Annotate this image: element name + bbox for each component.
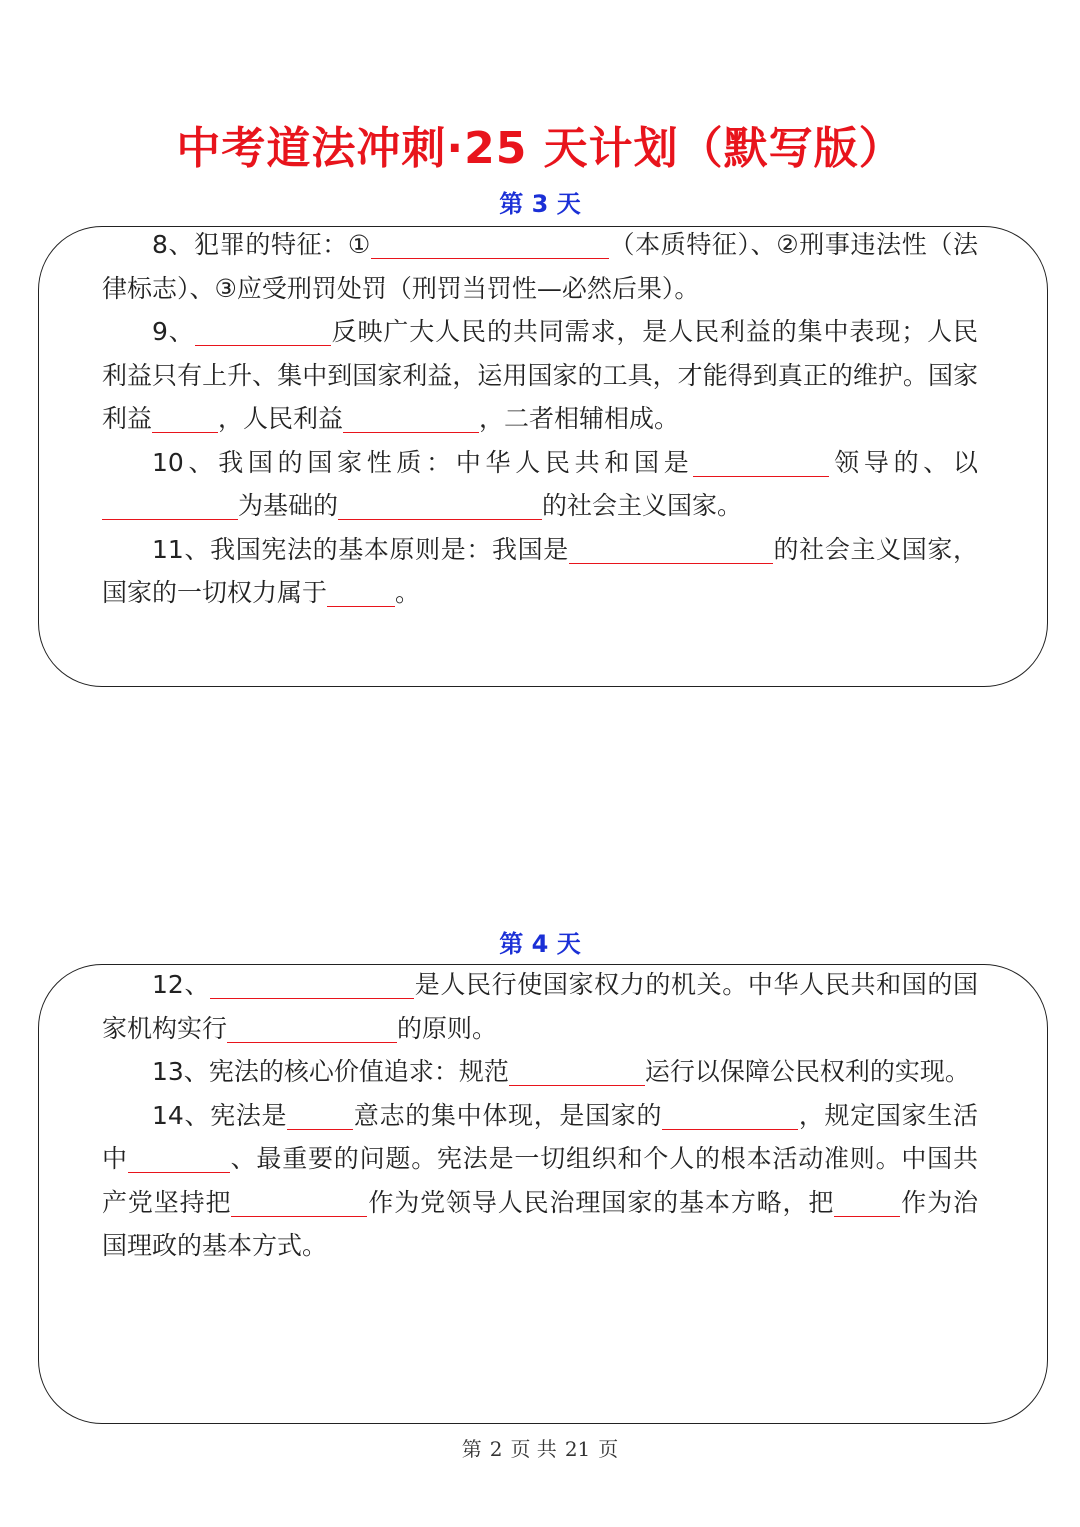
question-10: 10、我国的国家性质：中华人民共和国是 领导的、以为基础的 的社会主义国家。 xyxy=(102,441,978,528)
question-14: 14、宪法是 意志的集中体现，是国家的 ，规定国家生活中 、最重要的问题。宪法是一切组织和个人的根本活动准则。中国共产党坚持把 作为党领导人民治理国家的基本方略，把 作为治国理政的基本方式。 xyxy=(102,1100,978,1260)
blank[interactable] xyxy=(834,1186,900,1217)
footer-prefix: 第 xyxy=(461,1437,482,1461)
blank[interactable] xyxy=(327,576,395,607)
blank[interactable] xyxy=(152,402,218,433)
question-12: 12、 是人民行使国家权力的机关。中华人民共和国的国家机构实行 的原则。 xyxy=(102,970,978,1043)
blank[interactable] xyxy=(287,1099,353,1130)
blank[interactable] xyxy=(343,402,479,433)
footer-total-pages: 21 xyxy=(564,1437,591,1461)
page-footer xyxy=(0,1433,1080,1462)
day-4-content xyxy=(102,963,978,1268)
blank[interactable] xyxy=(371,228,609,259)
footer-suffix: 页 xyxy=(598,1437,619,1461)
blank[interactable] xyxy=(231,1186,367,1217)
page-title: 中考道法冲刺·25 天计划（默写版） xyxy=(176,123,904,174)
question-13: 13、宪法的核心价值追求：规范 运行以保障公民权利的实现。 xyxy=(152,1057,970,1086)
blank[interactable] xyxy=(662,1099,798,1130)
blank[interactable] xyxy=(227,1012,397,1043)
footer-mid: 页 共 xyxy=(510,1437,557,1461)
day-3-heading: 第 3 天 xyxy=(499,190,581,218)
blank[interactable] xyxy=(338,489,542,520)
blank[interactable] xyxy=(569,533,773,564)
blank[interactable] xyxy=(693,446,829,477)
day-3-content xyxy=(102,223,978,615)
question-11: 11、我国宪法的基本原则是：我国是 的社会主义国家，国家的一切权力属于 。 xyxy=(102,534,978,607)
blank[interactable] xyxy=(210,968,414,999)
blank[interactable] xyxy=(102,489,238,520)
blank[interactable] xyxy=(195,315,331,346)
blank[interactable] xyxy=(509,1055,645,1086)
question-8: 8、犯罪的特征：① （本质特征）、②刑事违法性（法律标志）、③应受刑罚处罚（刑罚当罚性—必然后果）。 xyxy=(102,230,978,303)
blank[interactable] xyxy=(128,1142,230,1173)
question-9: 9、 反映广大人民的共同需求，是人民利益的集中表现；人民利益只有上升、集中到国家利益，运用国家的工具，才能得到真正的维护。国家利益 ，人民利益 ，二者相辅相成。 xyxy=(102,317,978,433)
footer-page-number: 2 xyxy=(489,1437,503,1461)
day-4-heading: 第 4 天 xyxy=(499,930,581,958)
